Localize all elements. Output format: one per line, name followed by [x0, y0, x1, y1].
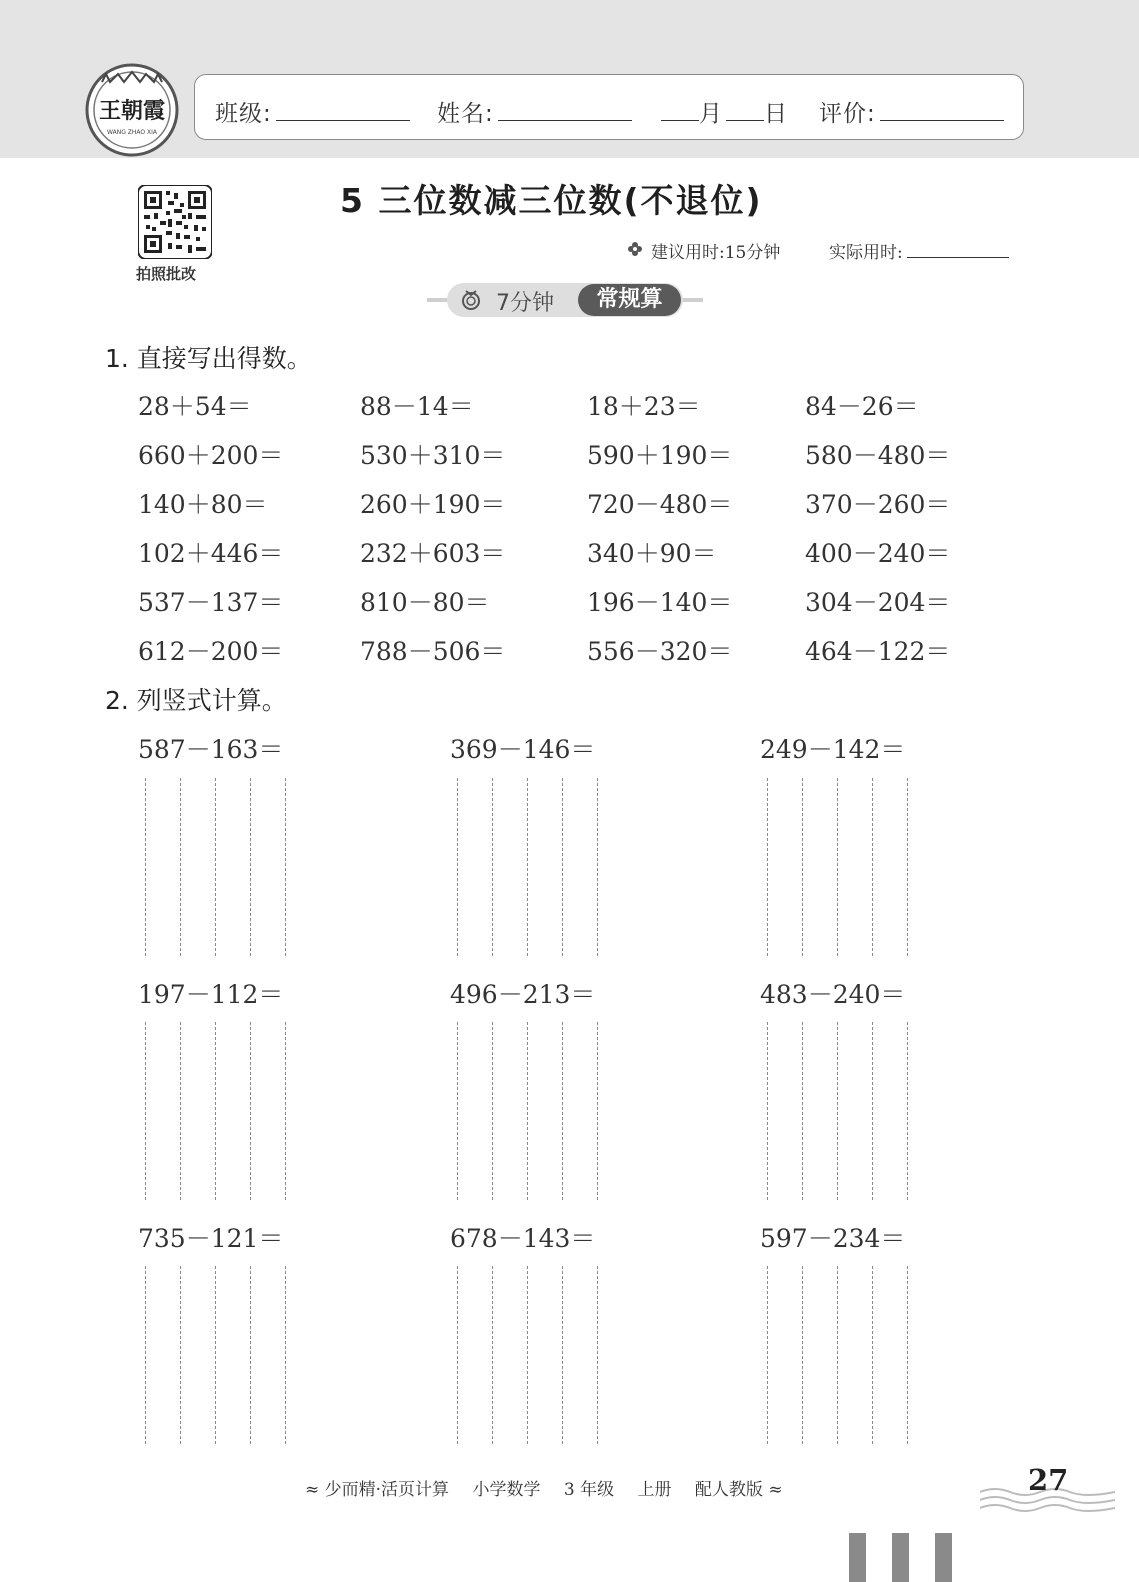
actual-time-field[interactable]: 实际用时:	[829, 238, 1009, 263]
guide-line	[180, 1266, 181, 1444]
guide-line	[872, 1022, 873, 1200]
page-tab	[849, 1533, 866, 1582]
guide-line	[597, 778, 598, 956]
footer-series: ≈ 少而精·活页计算	[305, 1480, 450, 1500]
svg-text:WANG ZHAO XIA: WANG ZHAO XIA	[107, 129, 157, 136]
oral-problem: 370－260＝	[805, 490, 951, 519]
footer-volume: 上册	[637, 1480, 672, 1500]
vertical-problem: 483－240＝	[760, 980, 906, 1009]
guide-line	[907, 1266, 908, 1444]
suggested-time: 建议用时:15分钟	[651, 243, 781, 263]
vertical-problem: 496－213＝	[450, 980, 596, 1009]
guide-line	[492, 1022, 493, 1200]
oral-problem: 196－140＝	[587, 588, 733, 617]
section-1-title: 1. 直接写出得数。	[105, 344, 312, 373]
banner-line-left	[427, 298, 449, 302]
guide-line	[872, 1266, 873, 1444]
page-tab	[892, 1533, 909, 1582]
name-field[interactable]: 姓名:	[437, 95, 632, 128]
evaluation-blank[interactable]	[880, 98, 1004, 121]
oral-problem: 88－14＝	[360, 392, 474, 421]
qr-caption: 拍照批改	[136, 265, 197, 283]
guide-line	[215, 778, 216, 956]
work-area[interactable]	[450, 778, 592, 956]
vertical-problem: 735－121＝	[138, 1224, 284, 1253]
work-area[interactable]	[760, 778, 902, 956]
work-area[interactable]	[450, 1266, 592, 1444]
oral-problem: 720－480＝	[587, 490, 733, 519]
medal-icon	[460, 289, 482, 311]
work-area[interactable]	[450, 1022, 592, 1200]
guide-line	[215, 1266, 216, 1444]
oral-problem: 612－200＝	[138, 637, 284, 666]
guide-line	[837, 1022, 838, 1200]
footer-grade: 3 年级	[563, 1480, 615, 1500]
banner-time: 7分钟	[496, 291, 554, 316]
work-area[interactable]	[138, 1266, 280, 1444]
guide-line	[802, 1266, 803, 1444]
guide-line	[837, 778, 838, 956]
footer-subject: 小学数学	[472, 1480, 541, 1500]
oral-problem: 400－240＝	[805, 539, 951, 568]
guide-line	[802, 1022, 803, 1200]
oral-problem: 464－122＝	[805, 637, 951, 666]
class-blank[interactable]	[276, 98, 410, 121]
work-area[interactable]	[138, 1022, 280, 1200]
guide-line	[180, 778, 181, 956]
guide-line	[215, 1022, 216, 1200]
guide-line	[457, 1266, 458, 1444]
section-2-title: 2. 列竖式计算。	[105, 686, 287, 715]
guide-line	[562, 1022, 563, 1200]
work-area[interactable]	[138, 778, 280, 956]
oral-problem: 590＋190＝	[587, 441, 733, 470]
guide-line	[250, 1022, 251, 1200]
guide-line	[597, 1266, 598, 1444]
work-area[interactable]	[760, 1022, 902, 1200]
guide-line	[562, 1266, 563, 1444]
date-field[interactable]: 月 日	[661, 95, 787, 128]
guide-line	[527, 1022, 528, 1200]
guide-line	[837, 1266, 838, 1444]
guide-line	[907, 1022, 908, 1200]
guide-line	[907, 778, 908, 956]
guide-line	[597, 1022, 598, 1200]
guide-line	[250, 778, 251, 956]
guide-line	[527, 1266, 528, 1444]
guide-line	[767, 778, 768, 956]
name-blank[interactable]	[498, 98, 632, 121]
guide-line	[250, 1266, 251, 1444]
oral-problem: 580－480＝	[805, 441, 951, 470]
svg-text:王朝霞: 王朝霞	[98, 98, 166, 124]
oral-problem: 530＋310＝	[360, 441, 506, 470]
vertical-problem: 587－163＝	[138, 735, 284, 764]
oral-problem: 340＋90＝	[587, 539, 717, 568]
footer-info	[305, 1475, 801, 1500]
oral-problem: 140＋80＝	[138, 490, 268, 519]
guide-line	[285, 778, 286, 956]
oral-problem: 537－137＝	[138, 588, 284, 617]
guide-line	[492, 1266, 493, 1444]
oral-problem: 84－26＝	[805, 392, 919, 421]
qr-code[interactable]	[138, 185, 212, 259]
guide-line	[285, 1266, 286, 1444]
guide-line	[457, 778, 458, 956]
evaluation-field[interactable]: 评价:	[819, 95, 1004, 128]
vertical-problem: 678－143＝	[450, 1224, 596, 1253]
page-number: 27	[1028, 1463, 1069, 1497]
guide-line	[802, 778, 803, 956]
oral-problem: 810－80＝	[360, 588, 490, 617]
guide-line	[492, 778, 493, 956]
page-tab	[935, 1533, 952, 1582]
oral-problem: 232＋603＝	[360, 539, 506, 568]
guide-line	[145, 1266, 146, 1444]
vertical-problem: 369－146＝	[450, 735, 596, 764]
guide-line	[145, 778, 146, 956]
actual-time-blank[interactable]	[907, 239, 1009, 258]
guide-line	[180, 1022, 181, 1200]
publisher-logo	[84, 62, 180, 158]
guide-line	[767, 1022, 768, 1200]
footer-edition: 配人教版 ≈	[694, 1480, 783, 1500]
banner-tag: 常规算	[578, 284, 681, 316]
oral-problem: 556－320＝	[587, 637, 733, 666]
month-blank[interactable]	[661, 98, 699, 121]
guide-line	[285, 1022, 286, 1200]
page-title: 5 三位数减三位数(不退位)	[340, 181, 763, 220]
guide-line	[872, 778, 873, 956]
work-area[interactable]	[760, 1266, 902, 1444]
oral-problem: 260＋190＝	[360, 490, 506, 519]
guide-line	[527, 778, 528, 956]
oral-problem: 660＋200＝	[138, 441, 284, 470]
vertical-problem: 197－112＝	[138, 980, 284, 1009]
guide-line	[562, 778, 563, 956]
oral-problem: 304－204＝	[805, 588, 951, 617]
oral-problem: 788－506＝	[360, 637, 506, 666]
guide-line	[145, 1022, 146, 1200]
banner-line-right	[681, 298, 703, 302]
day-blank[interactable]	[726, 98, 764, 121]
guide-line	[457, 1022, 458, 1200]
vertical-problem: 249－142＝	[760, 735, 906, 764]
oral-problem: 102＋446＝	[138, 539, 284, 568]
flower-icon	[627, 241, 643, 257]
guide-line	[767, 1266, 768, 1444]
class-field[interactable]: 班级:	[215, 95, 410, 128]
oral-problem: 28＋54＝	[138, 392, 252, 421]
vertical-problem: 597－234＝	[760, 1224, 906, 1253]
student-info-box	[194, 74, 1024, 140]
oral-problem: 18＋23＝	[587, 392, 701, 421]
